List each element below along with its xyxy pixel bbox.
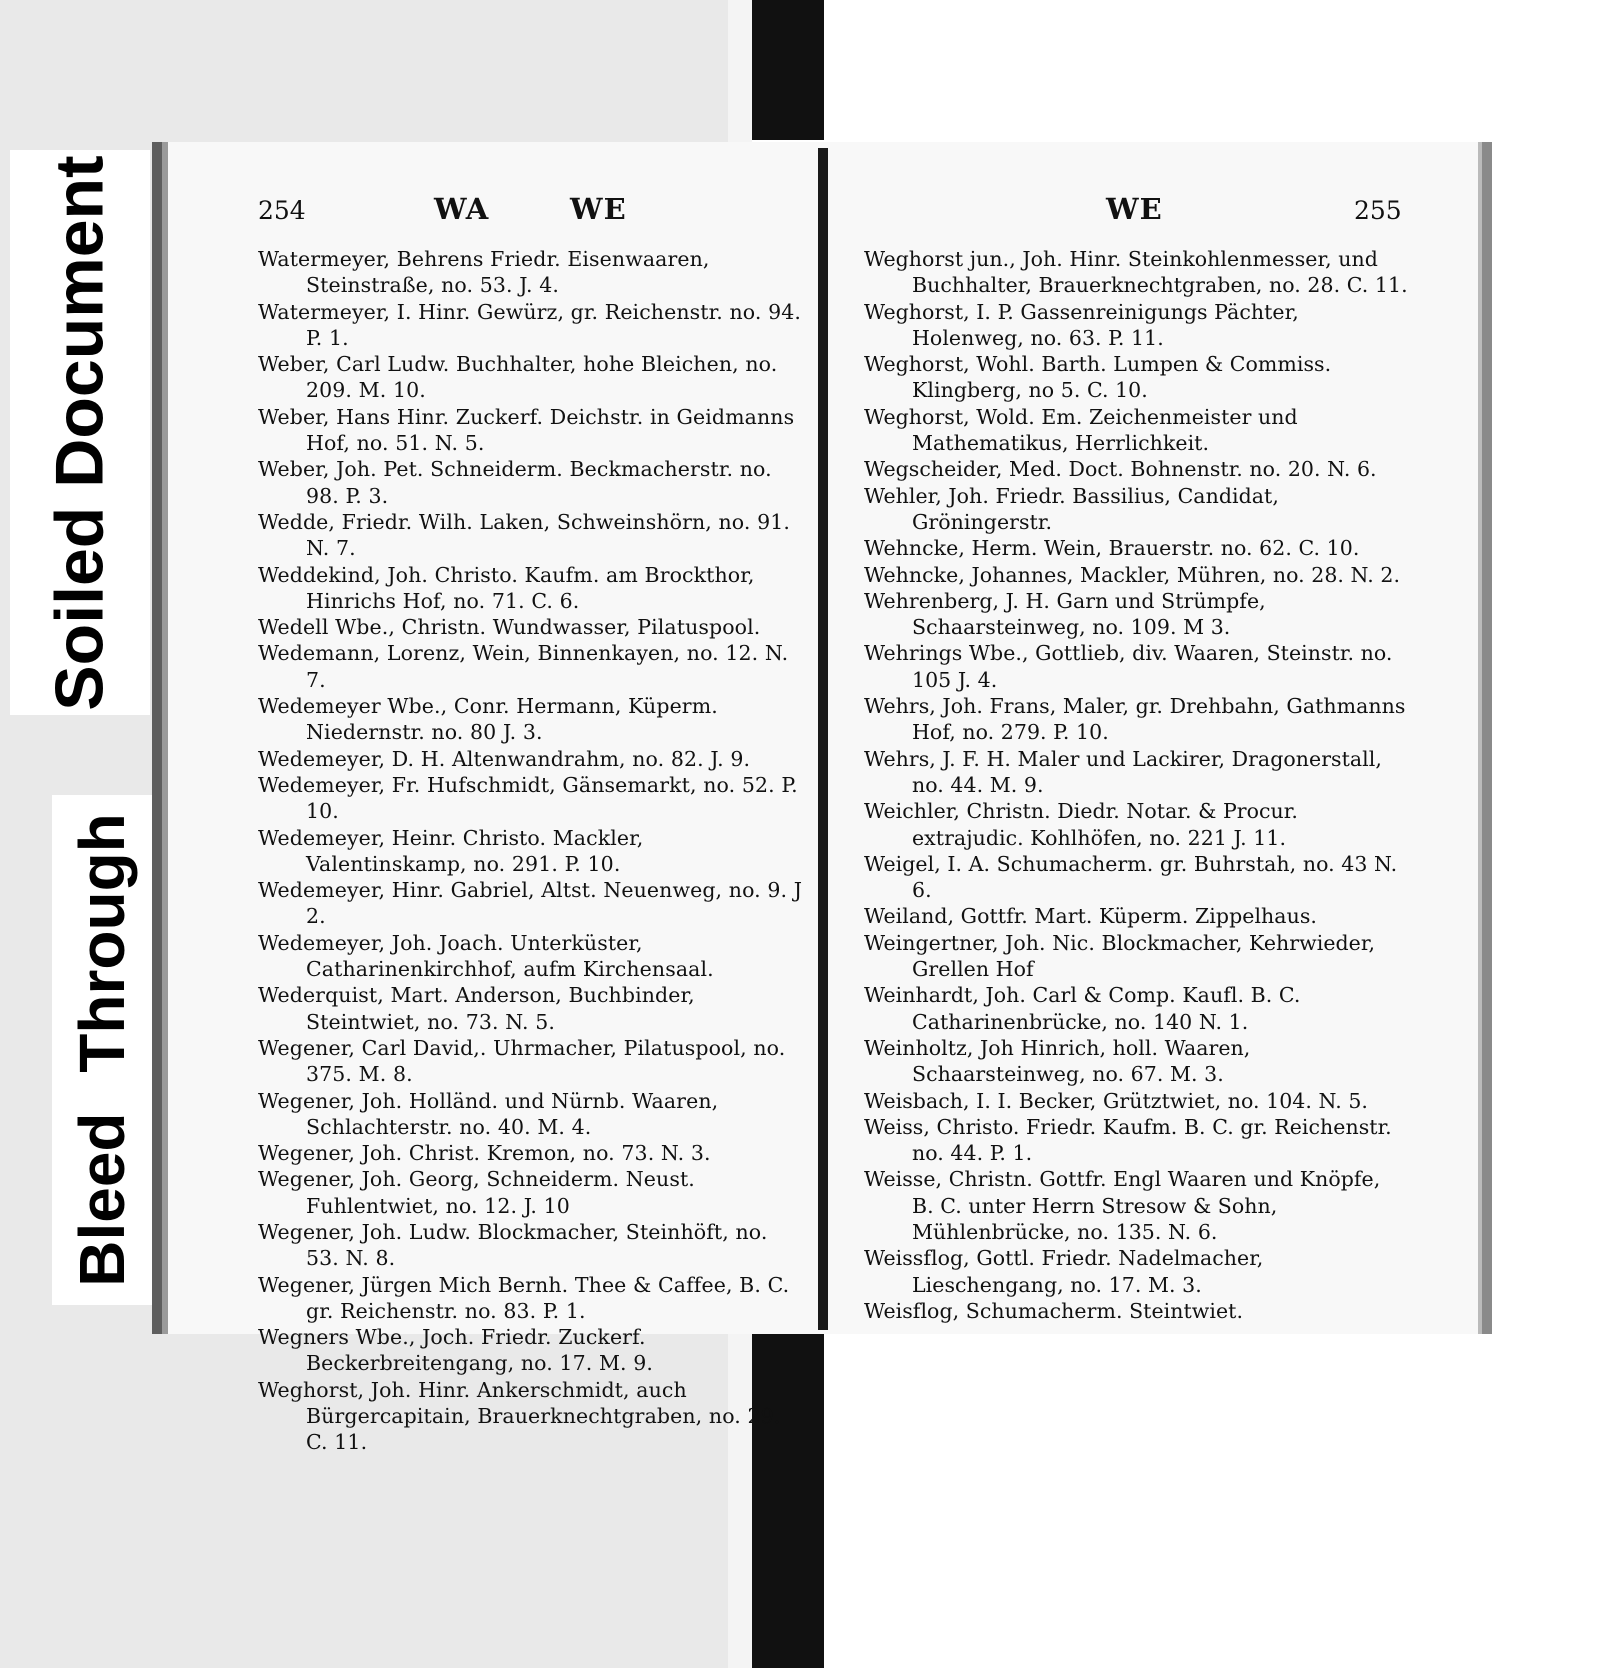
directory-entry: Weingertner, Joh. Nic. Blockmacher, Kehrwieder, Grellen Hof [864,930,1376,982]
bleed-through-text: Bleed Through [66,813,138,1287]
directory-entry: Watermeyer, I. Hinr. Gewürz, gr. Reichenstr. no. 94. P. 1. [258,299,801,350]
directory-entry: Wedemeyer, D. H. Altenwandrahm, no. 82. J. 9. [258,746,751,771]
left-running-head-wa: WA [434,192,490,226]
soiled-document-text: Soiled Document [42,154,119,711]
directory-entry: Weinhardt, Joh. Carl & Comp. Kaufl. B. C. Catharinenbrücke, no. 140 N. 1. [864,983,1301,1034]
directory-entry: Wedemann, Lorenz, Wein, Binnenkayen, no. 12. N. 7. [258,641,789,692]
directory-entry: Wedemeyer, Heinr. Christo. Mackler, Valentinskamp, no. 291. P. 10. [258,825,644,876]
directory-entry: Weiss, Christo. Friedr. Kaufm. B. C. gr. Reichenstr. no. 44. P. 1. [864,1114,1392,1166]
directory-entry: Wedemeyer, Joh. Joach. Unterküster, Catharinenkirchhof, aufm Kirchensaal. [258,930,714,982]
directory-entry: Wedemeyer Wbe., Conr. Hermann, Küperm. Niedernstr. no. 80 J. 3. [258,694,718,745]
directory-entry: Wedemeyer, Hinr. Gabriel, Altst. Neuenweg, no. 9. J 2. [258,878,803,929]
directory-entry: Wehler, Joh. Friedr. Bassilius, Candidat, Gröningerstr. [864,483,1279,534]
soiled-document-label [10,150,150,715]
left-page-entries [258,246,806,1456]
directory-entry: Weghorst, Joh. Hinr. Ankerschmidt, auch Bürgercapitain, Brauerknechtgraben, no. 29. C. 11. [258,1377,781,1455]
directory-entry: Wegener, Carl David,. Uhrmacher, Pilatuspool, no. 375. M. 8. [258,1035,786,1087]
directory-entry: Wegener, Joh. Christ. Kremon, no. 73. N. 3. [258,1141,711,1166]
directory-entry: Wehncke, Herm. Wein, Brauerstr. no. 62. C. 10. [864,536,1360,561]
directory-entry: Wehrs, J. F. H. Maler und Lackirer, Dragonerstall, no. 44. M. 9. [864,746,1382,797]
directory-entry: Weghorst, Wohl. Barth. Lumpen & Commiss. Klingberg, no 5. C. 10. [864,352,1332,403]
directory-entry: Wegener, Joh. Georg, Schneiderm. Neust. Fuhlentwiet, no. 12. J. 10 [258,1167,695,1218]
directory-entry: Wederquist, Mart. Anderson, Buchbinder, Steintwiet, no. 73. N. 5. [258,983,695,1034]
gutter [818,148,828,1330]
directory-entry: Weissflog, Gottl. Friedr. Nadelmacher, Lieschengang, no. 17. M. 3. [864,1246,1264,1297]
directory-entry: Wegscheider, Med. Doct. Bohnenstr. no. 20. N. 6. [864,457,1377,482]
directory-entry: Weddekind, Joh. Christo. Kaufm. am Brockthor, Hinrichs Hof, no. 71. C. 6. [258,562,755,613]
directory-entry: Weber, Carl Ludw. Buchhalter, hohe Bleichen, no. 209. M. 10. [258,352,778,403]
directory-entry: Weiland, Gottfr. Mart. Küperm. Zippelhaus. [864,904,1317,929]
book-spine-top [752,0,824,140]
directory-entry: Weghorst jun., Joh. Hinr. Steinkohlenmesser, und Buchhalter, Brauerknechtgraben, no. 28. C. 11. [864,247,1408,298]
directory-entry: Wegener, Joh. Holländ. und Nürnb. Waaren, Schlachterstr. no. 40. M. 4. [258,1088,719,1139]
directory-entry: Wegners Wbe., Joch. Friedr. Zuckerf. Beckerbreitengang, no. 17. M. 9. [258,1325,654,1376]
right-page-entries [864,246,1408,1324]
right-running-head: WE [1106,192,1163,226]
directory-entry: Watermeyer, Behrens Friedr. Eisenwaaren, Steinstraße, no. 53. J. 4. [258,247,710,298]
directory-entry: Wehncke, Johannes, Mackler, Mühren, no. 28. N. 2. [864,562,1401,587]
bleed-through-label [52,795,152,1305]
directory-entry: Wegener, Joh. Ludw. Blockmacher, Steinhöft, no. 53. N. 8. [258,1219,768,1271]
directory-entry: Weghorst, I. P. Gassenreinigungs Pächter, Holenweg, no. 63. P. 11. [864,299,1299,350]
directory-entry: Wedde, Friedr. Wilh. Laken, Schweinshörn, no. 91. N. 7. [258,509,791,561]
directory-entry: Weghorst, Wold. Em. Zeichenmeister und Mathematikus, Herrlichkeit. [864,404,1298,456]
directory-entry: Weisbach, I. I. Becker, Grütztwiet, no. 104. N. 5. [864,1088,1368,1113]
left-running-head-we: WE [570,192,627,226]
directory-entry: Weinholtz, Joh Hinrich, holl. Waaren, Schaarsteinweg, no. 67. M. 3. [864,1035,1251,1087]
directory-entry: Wedemeyer, Fr. Hufschmidt, Gänsemarkt, no. 52. P. 10. [258,772,798,824]
directory-entry: Wedell Wbe., Christn. Wundwasser, Pilatuspool. [258,615,761,640]
directory-entry: Weigel, I. A. Schumacherm. gr. Buhrstah, no. 43 N. 6. [864,851,1398,903]
directory-entry: Wehrs, Joh. Frans, Maler, gr. Drehbahn, Gathmanns Hof, no. 279. P. 10. [864,694,1406,745]
left-page-number: 254 [258,196,306,225]
directory-entry: Weber, Joh. Pet. Schneiderm. Beckmacherstr. no. 98. P. 3. [258,457,772,508]
directory-entry: Weisflog, Schumacherm. Steintwiet. [864,1298,1244,1323]
right-page-number: 255 [1354,196,1402,225]
directory-entry: Weber, Hans Hinr. Zuckerf. Deichstr. in Geidmanns Hof, no. 51. N. 5. [258,404,795,456]
directory-entry: Wehrenberg, J. H. Garn und Strümpfe, Schaarsteinweg, no. 109. M 3. [864,588,1266,640]
directory-entry: Weisse, Christn. Gottfr. Engl Waaren und Knöpfe, B. C. unter Herrn Stresow & Sohn, Mühlenbrücke, no. 135. N. 6. [864,1167,1381,1244]
directory-entry: Weichler, Christn. Diedr. Notar. & Procur. extrajudic. Kohlhöfen, no. 221 J. 11. [864,799,1298,850]
directory-entry: Wegener, Jürgen Mich Bernh. Thee & Caffee, B. C. gr. Reichenstr. no. 83. P. 1. [258,1272,790,1323]
directory-entry: Wehrings Wbe., Gottlieb, div. Waaren, Steinstr. no. 105 J. 4. [864,641,1393,692]
